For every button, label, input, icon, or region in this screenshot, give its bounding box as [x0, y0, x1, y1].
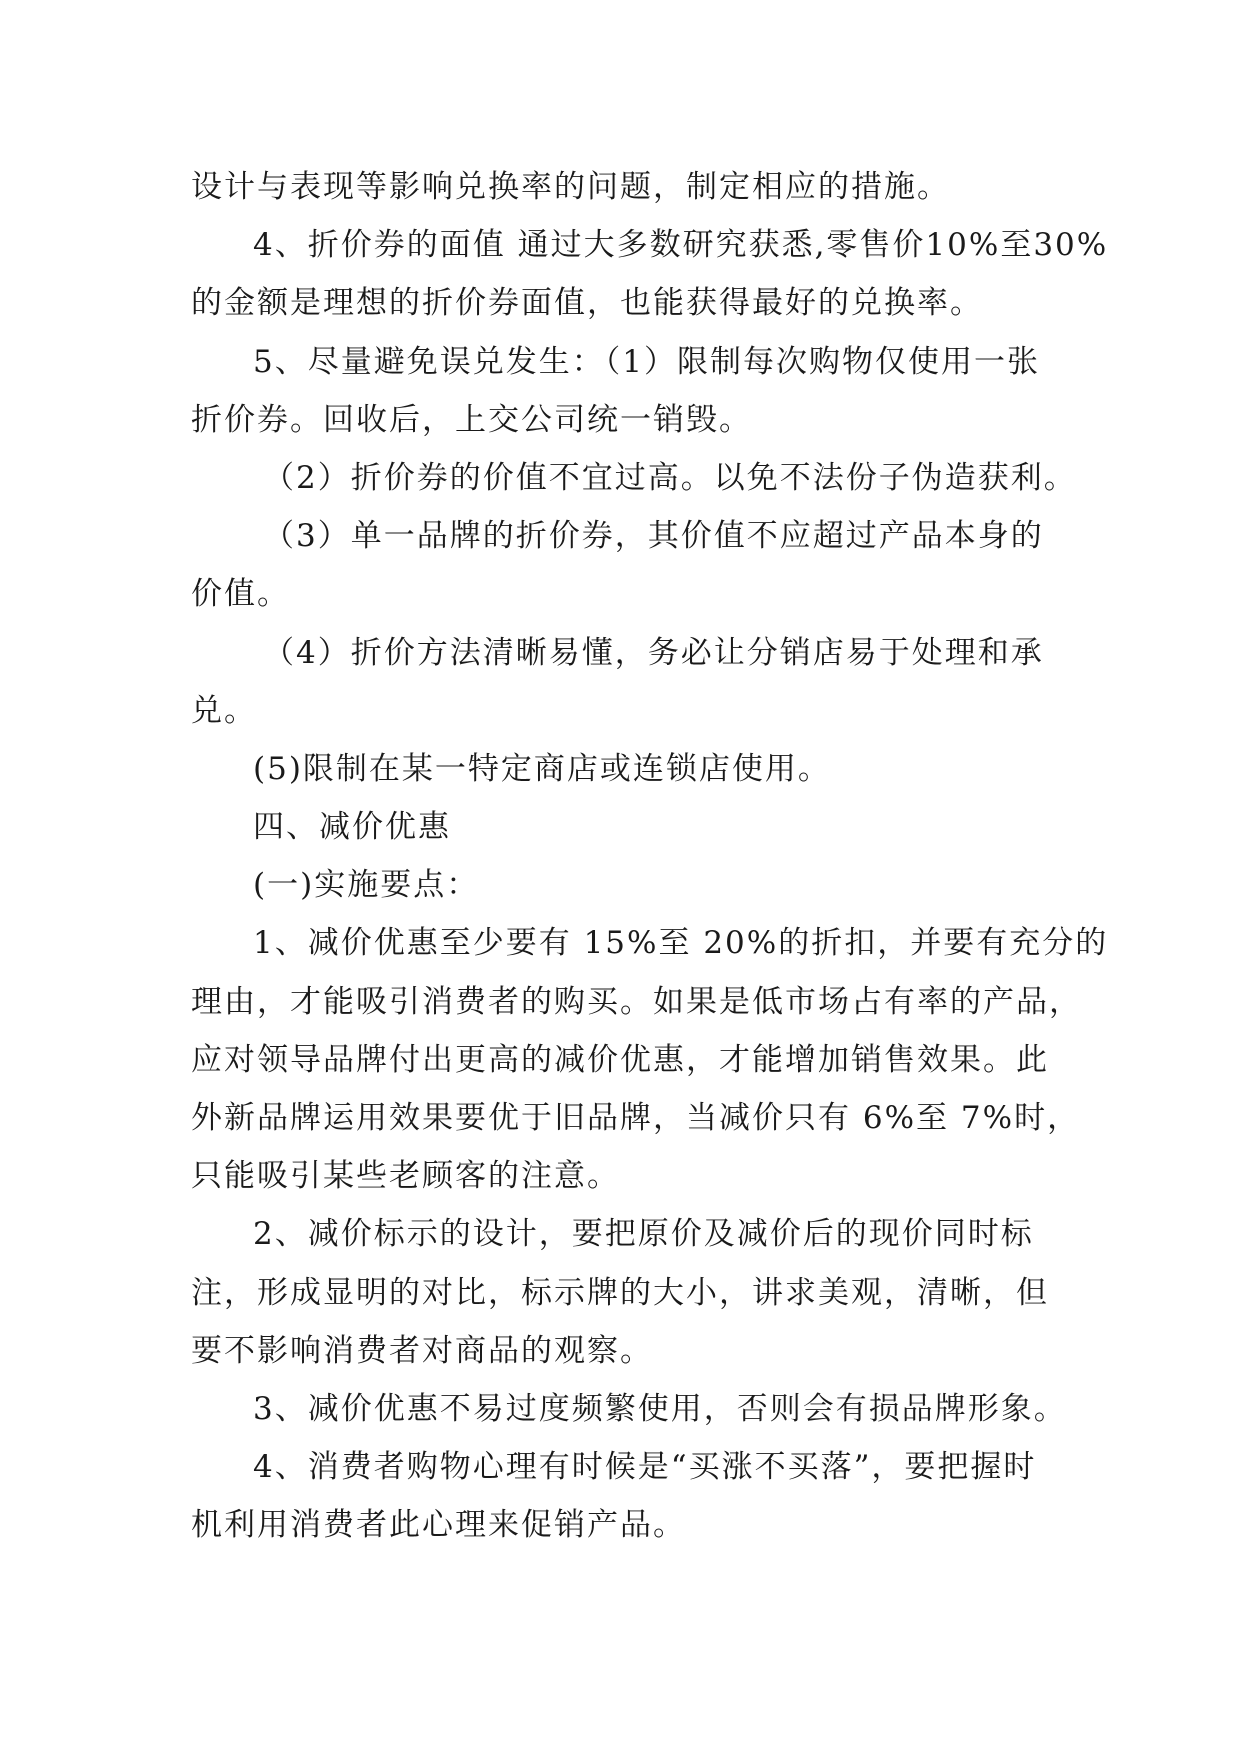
text-line: 2、减价标示的设计，要把原价及减价后的现价同时标	[253, 1216, 1034, 1253]
subsection-heading: (一)实施要点：	[253, 867, 480, 904]
document-body	[191, 158, 1109, 1555]
text-line: 只能吸引某些老顾客的注意。	[191, 1158, 620, 1195]
text-line: (5)限制在某一特定商店或连锁店使用。	[253, 750, 831, 787]
text-line: 设计与表现等影响兑换率的问题，制定相应的措施。	[191, 169, 950, 205]
text-line: 1、减价优惠至少要有 15%至 20%的折扣，并要有充分的	[253, 925, 1109, 962]
text-line: 外新品牌运用效果要优于旧品牌，当减价只有 6%至 7%时，	[191, 1100, 1081, 1136]
text-line: （3）单一品牌的折价券，其价值不应超过产品本身的	[263, 518, 1044, 555]
text-line: 4、消费者购物心理有时候是“买涨不买落”，要把握时	[253, 1449, 1037, 1486]
text-line: 兑。	[191, 692, 257, 729]
text-line: 3、减价优惠不易过度频繁使用，否则会有损品牌形象。	[253, 1390, 1067, 1427]
text-line: （2）折价券的价值不宜过高。以免不法份子伪造获利。	[263, 459, 1077, 496]
text-line: 4、折价券的面值 通过大多数研究获悉,零售价10%至30%	[253, 227, 1109, 264]
text-line: 注，形成显明的对比，标示牌的大小，讲求美观，清晰，但	[191, 1274, 1049, 1311]
text-line: 理由，才能吸引消费者的购买。如果是低市场占有率的产品，	[191, 983, 1082, 1020]
text-line: 的金额是理想的折价券面值，也能获得最好的兑换率。	[191, 285, 983, 322]
text-line: 折价券。回收后，上交公司统一销毁。	[191, 401, 752, 438]
text-line: 机利用消费者此心理来促销产品。	[191, 1507, 686, 1544]
text-line: 要不影响消费者对商品的观察。	[191, 1332, 653, 1369]
text-line: 应对领导品牌付出更高的减价优惠，才能增加销售效果。此	[191, 1041, 1049, 1078]
text-line: 5、尽量避免误兑发生：（1）限制每次购物仅使用一张	[253, 343, 1040, 380]
text-line: 价值。	[191, 576, 290, 613]
section-heading: 四、减价优惠	[253, 809, 451, 846]
text-line: （4）折价方法清晰易懂，务必让分销店易于处理和承	[263, 634, 1044, 671]
